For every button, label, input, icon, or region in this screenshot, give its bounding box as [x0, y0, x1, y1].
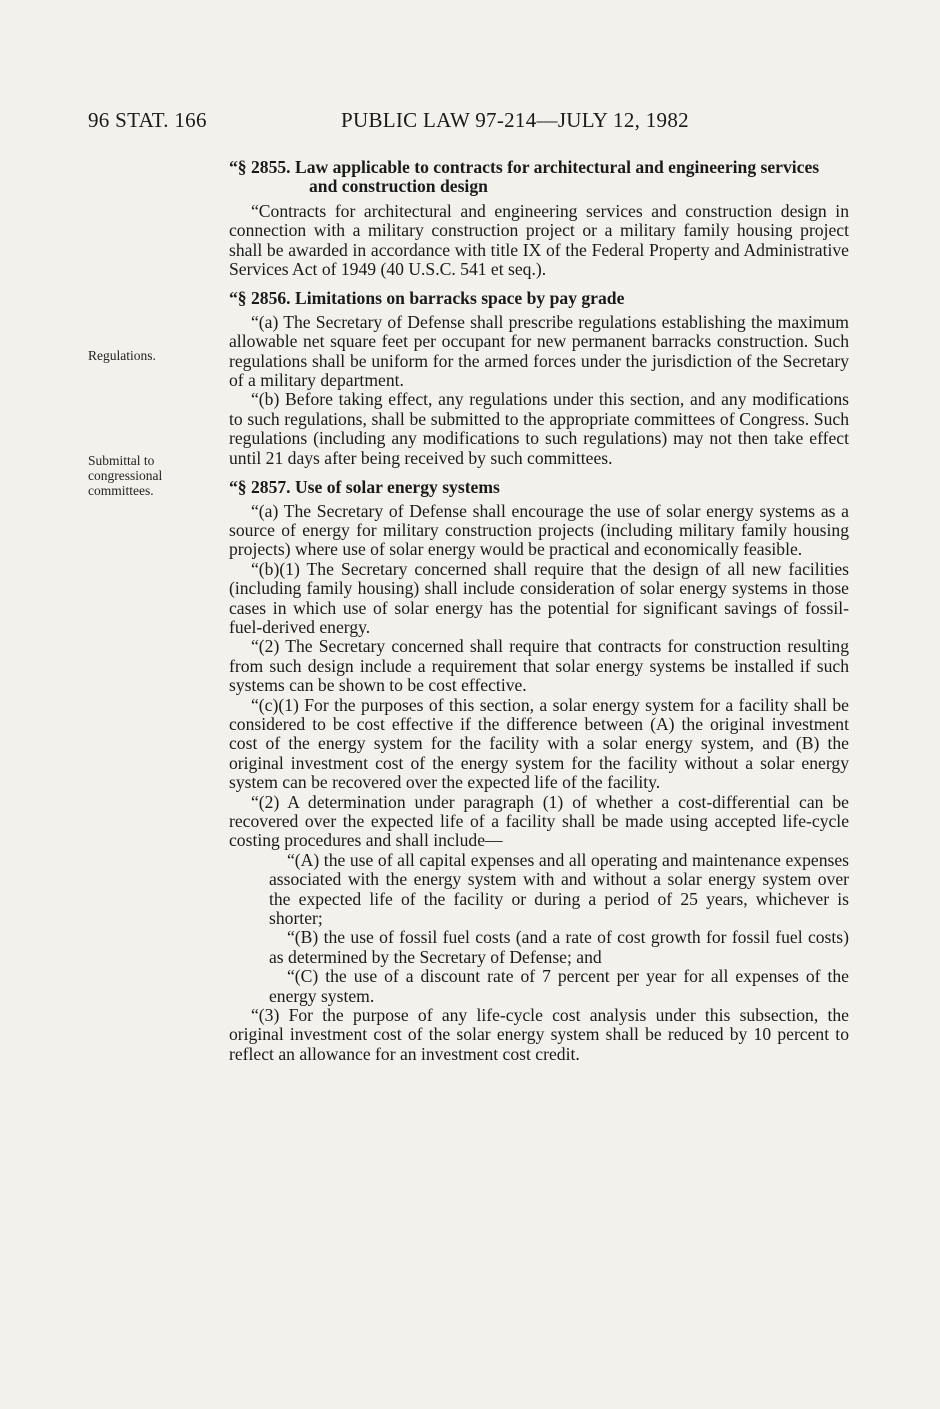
section-2857-paragraph-b2: “(2) The Secretary concerned shall require that contracts for construction resulting from such design include a requirement that solar energy systems be installed if such systems can be shown to be cost effective.: [229, 636, 849, 696]
section-2857-clause-C: “(C) the use of a discount rate of 7 percent per year for all expenses of the energy system.: [269, 966, 849, 1006]
statute-page-number: 96 STAT. 166: [88, 108, 207, 132]
margin-note-regulations: Regulations.: [88, 348, 156, 363]
section-2857-paragraph-a: “(a) The Secretary of Defense shall encourage the use of solar energy systems as a source of energy for military construction projects (including military family housing projects) where use of solar energy would be practical and economically feasible.: [229, 500, 849, 560]
page-header: [88, 108, 848, 140]
main-text-column: [229, 158, 849, 1064]
section-2857-paragraph-c1: “(c)(1) For the purposes of this section, a solar energy system for a facility shall be considered to be cost effective if the difference between (A) the original investment cost of the energy system for the facility with a solar energy system, and (B) the original investment cost of the energy system for the facility without a solar energy system can be recovered over the expected life of the facility.: [229, 694, 849, 793]
section-2856-paragraph-b: “(b) Before taking effect, any regulations under this section, and any modifications to such regulations, shall be submitted to the appropriate committees of Congress. Such regulations (including any modifications to such regulations) may not then take effect until 21 days after being received by such committees.: [229, 389, 849, 468]
section-2855-heading: “§ 2855. Law applicable to contracts for architectural and engineering services and construction design: [229, 157, 820, 197]
section-2857-clause-A: “(A) the use of all capital expenses and all operating and maintenance expenses associated with the energy system with and without a solar energy system over the expected life of the facility or during a period of 25 years, whichever is shorter;: [269, 849, 849, 929]
section-2857-paragraph-c2: “(2) A determination under paragraph (1) of whether a cost-differential can be recovered over the expected life of a facility shall be made using accepted life-cycle costing procedures and shall include—: [229, 791, 849, 851]
public-law-title: PUBLIC LAW 97-214—JULY 12, 1982: [341, 108, 689, 132]
section-2857-paragraph-c3: “(3) For the purpose of any life-cycle cost analysis under this subsection, the original investment cost of the solar energy system shall be reduced by 10 percent to reflect an allowance for an investment cost credit.: [229, 1005, 849, 1064]
section-2857-clause-B: “(B) the use of fossil fuel costs (and a rate of cost growth for fossil fuel costs) as determined by the Secretary of Defense; and: [269, 927, 849, 967]
margin-note-submittal: Submittal to congressional committees.: [88, 453, 163, 498]
section-2856-heading: “§ 2856. Limitations on barracks space by pay grade: [229, 288, 625, 309]
section-2857-paragraph-b1: “(b)(1) The Secretary concerned shall require that the design of all new facilities (including family housing) shall include consideration of solar energy systems in those cases in which use of solar energy has the potential for significant savings of fossil-fuel-derived energy.: [229, 558, 849, 637]
section-2856-paragraph-a: “(a) The Secretary of Defense shall prescribe regulations establishing the maximum allowable net square feet per occupant for new permanent barracks construction. Such regulations shall be uniform for the armed forces under the jurisdiction of the Secretary of a military department.: [229, 311, 849, 391]
section-2855-paragraph: “Contracts for architectural and engineering services and construction design in connection with a military construction project or a military family housing project shall be awarded in accordance with title IX of the Federal Property and Administrative Services Act of 1949 (40 U.S.C. 541 et seq.).: [229, 200, 849, 280]
section-2857-heading: “§ 2857. Use of solar energy systems: [229, 477, 500, 498]
